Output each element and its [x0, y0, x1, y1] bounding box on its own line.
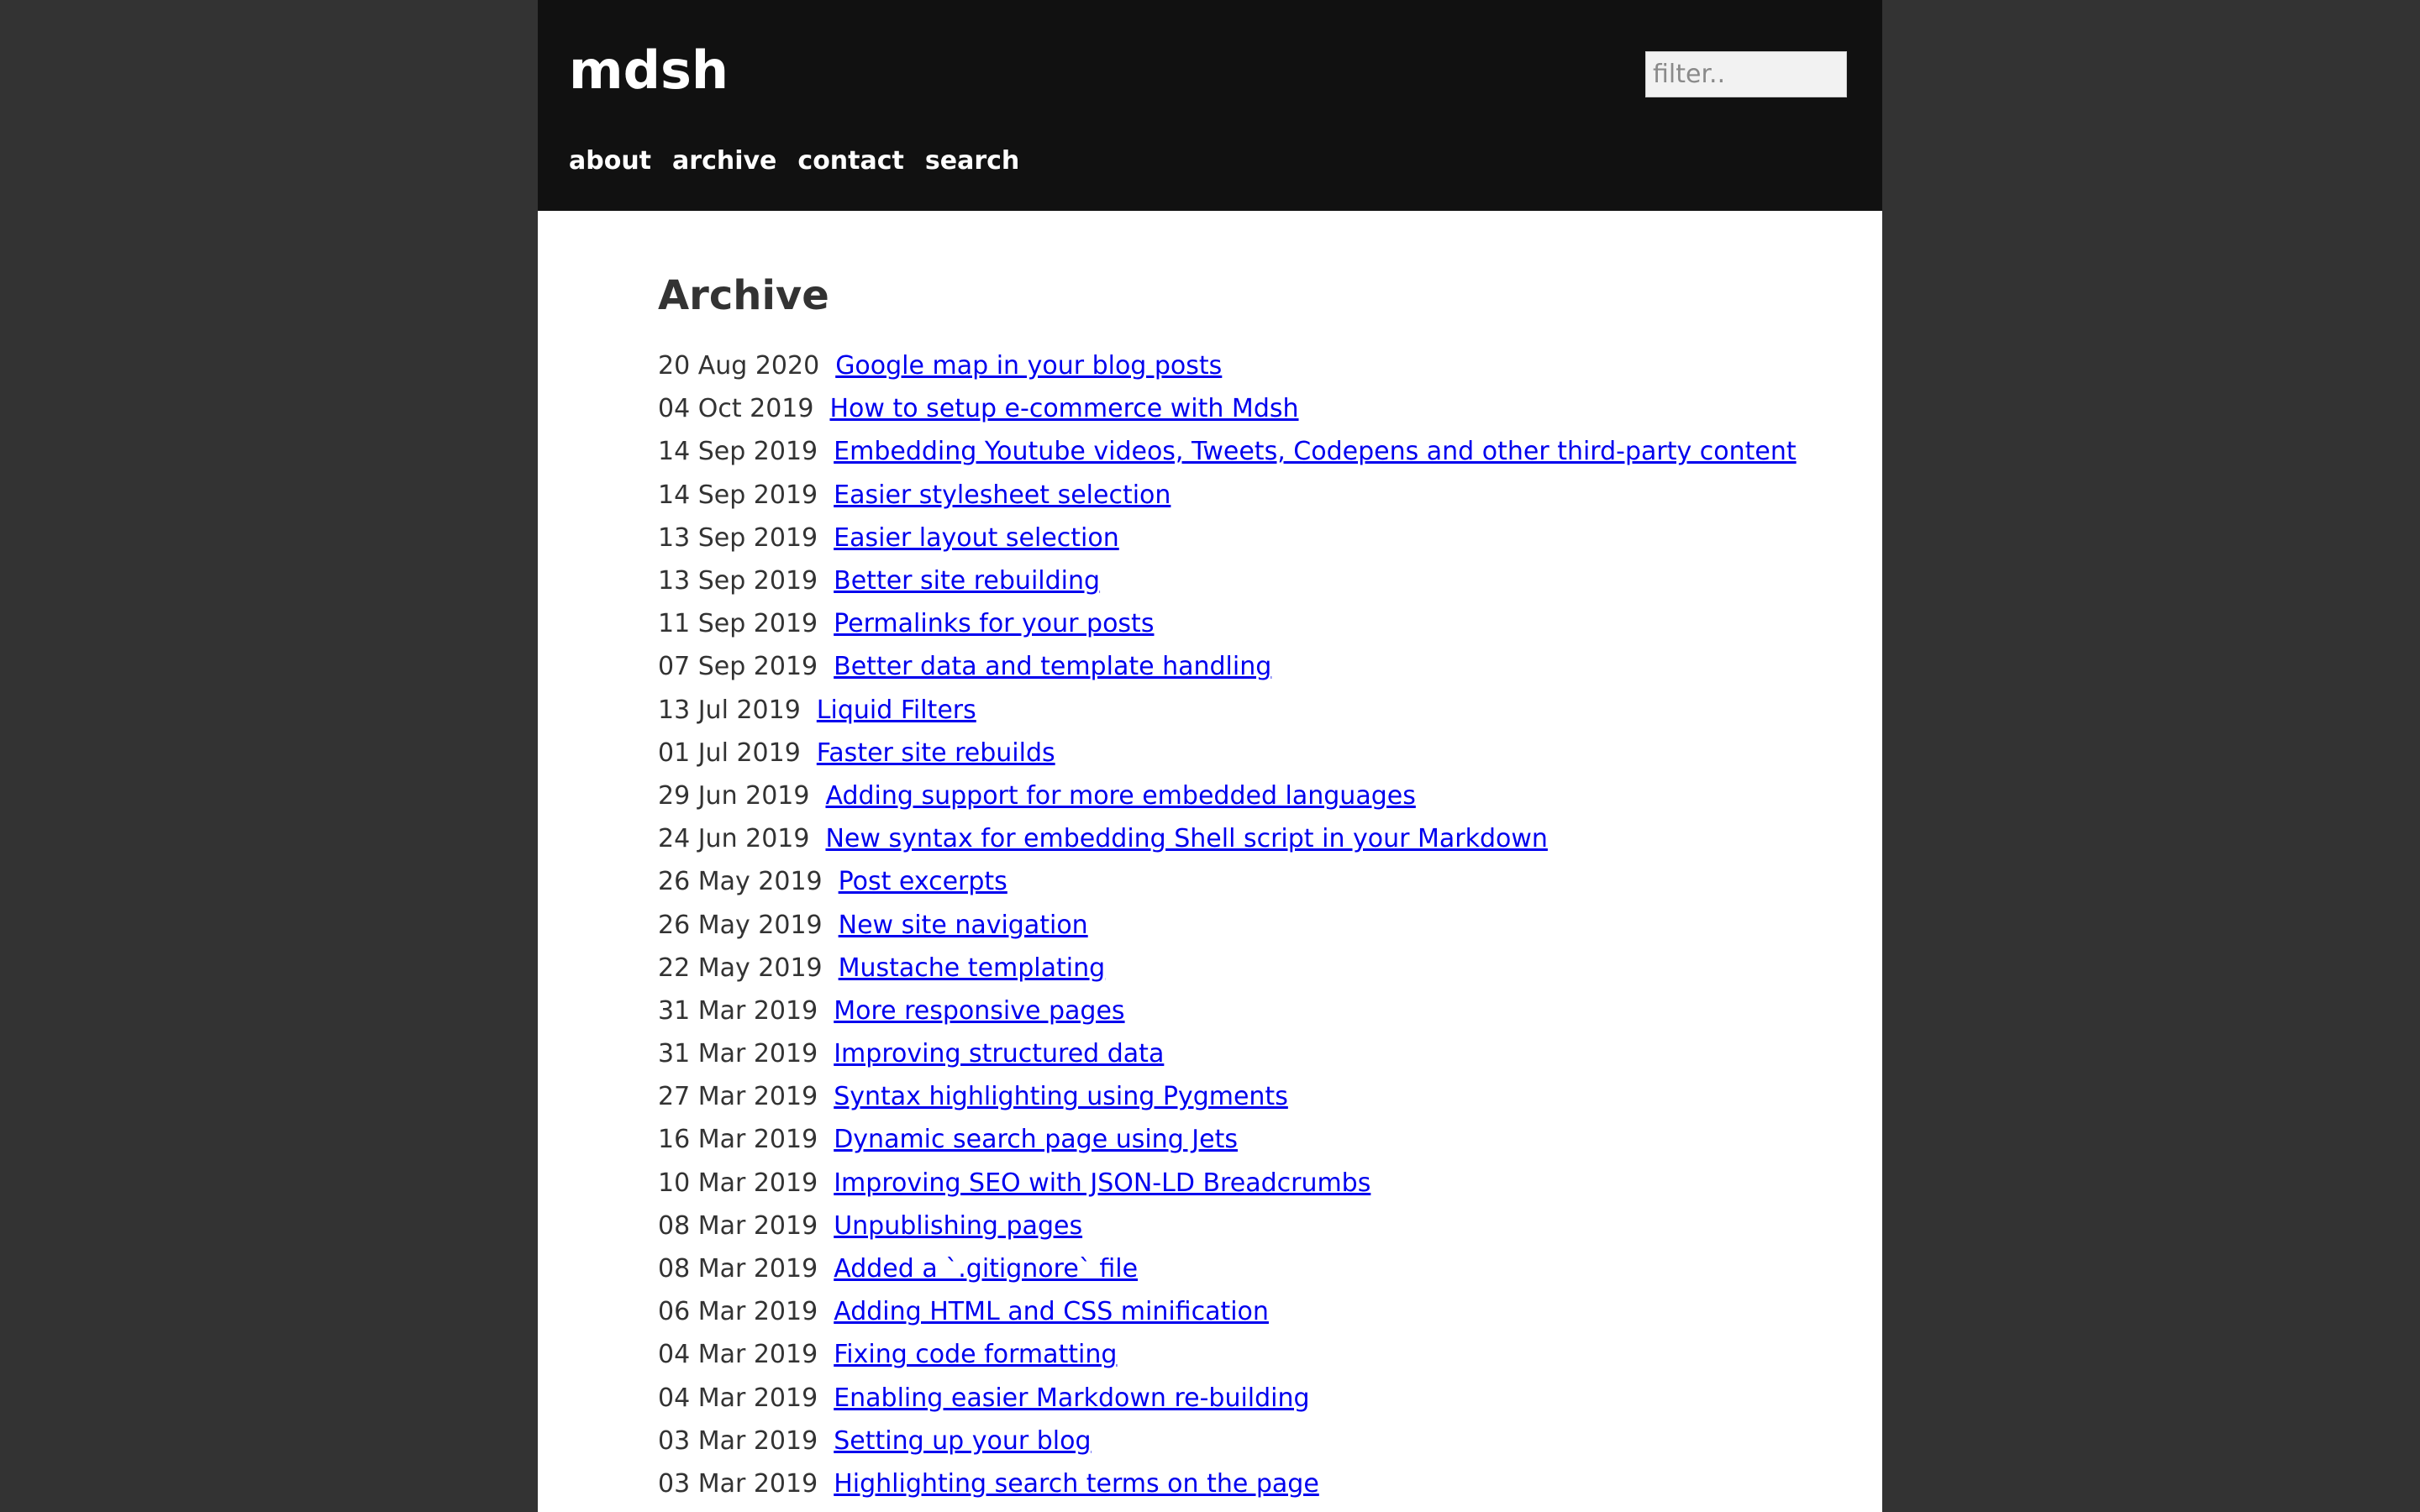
list-item	[658, 689, 1834, 732]
list-item	[658, 817, 1834, 860]
post-date: 27 Mar 2019	[658, 1082, 818, 1112]
post-date: 14 Sep 2019	[658, 437, 818, 467]
post-link[interactable]: Easier layout selection	[834, 522, 1119, 553]
post-list	[658, 344, 1834, 1505]
post-link[interactable]: Dynamic search page using Jets	[834, 1125, 1238, 1155]
post-link[interactable]: Enabling easier Markdown re-building	[834, 1383, 1310, 1413]
post-link[interactable]: Easier stylesheet selection	[834, 480, 1171, 510]
post-date: 16 Mar 2019	[658, 1125, 818, 1155]
post-date: 13 Sep 2019	[658, 522, 818, 553]
post-link[interactable]: Improving SEO with JSON-LD Breadcrumbs	[834, 1168, 1371, 1198]
list-item	[658, 474, 1834, 517]
nav-link-search[interactable]: search	[924, 146, 1020, 176]
site-header	[538, 0, 1882, 211]
post-date: 22 May 2019	[658, 953, 823, 983]
post-link[interactable]: Liquid Filters	[816, 695, 976, 725]
list-item	[658, 602, 1834, 645]
post-date: 04 Mar 2019	[658, 1383, 818, 1413]
list-item	[658, 774, 1834, 817]
list-item	[658, 1118, 1834, 1161]
post-link[interactable]: Permalinks for your posts	[834, 609, 1155, 639]
post-link[interactable]: How to setup e-commerce with Mdsh	[829, 394, 1299, 424]
post-link[interactable]: Embedding Youtube videos, Tweets, Codepens and other third-party content	[834, 437, 1797, 467]
list-item	[658, 947, 1834, 990]
post-date: 08 Mar 2019	[658, 1210, 818, 1241]
list-item	[658, 1032, 1834, 1075]
post-date: 03 Mar 2019	[658, 1468, 818, 1499]
list-item	[658, 344, 1834, 387]
post-link[interactable]: Adding support for more embedded languages	[825, 780, 1416, 811]
post-date: 04 Oct 2019	[658, 394, 814, 424]
main-nav	[569, 143, 1019, 180]
post-date: 14 Sep 2019	[658, 480, 818, 510]
list-item	[658, 903, 1834, 946]
list-item	[658, 645, 1834, 688]
post-date: 07 Sep 2019	[658, 652, 818, 682]
list-item	[658, 990, 1834, 1032]
post-date: 10 Mar 2019	[658, 1168, 818, 1198]
list-item	[658, 387, 1834, 430]
list-item	[658, 1420, 1834, 1462]
post-link[interactable]: Syntax highlighting using Pygments	[834, 1082, 1288, 1112]
list-item	[658, 1462, 1834, 1505]
post-date: 08 Mar 2019	[658, 1254, 818, 1284]
nav-link-archive[interactable]: archive	[672, 146, 777, 176]
post-link[interactable]: New site navigation	[838, 910, 1088, 940]
list-item	[658, 1162, 1834, 1205]
post-date: 29 Jun 2019	[658, 780, 810, 811]
list-item	[658, 430, 1834, 473]
post-date: 06 Mar 2019	[658, 1297, 818, 1327]
post-link[interactable]: Unpublishing pages	[834, 1210, 1083, 1241]
post-date: 13 Jul 2019	[658, 695, 801, 725]
list-item	[658, 860, 1834, 903]
nav-link-about[interactable]: about	[569, 146, 652, 176]
list-item	[658, 1075, 1834, 1118]
list-item	[658, 1333, 1834, 1376]
list-item	[658, 732, 1834, 774]
post-link[interactable]: Adding HTML and CSS minification	[834, 1297, 1269, 1327]
site-title-link[interactable]: mdsh	[569, 39, 729, 101]
post-date: 11 Sep 2019	[658, 609, 818, 639]
post-link[interactable]: New syntax for embedding Shell script in your Markdown	[825, 824, 1548, 854]
post-link[interactable]: Highlighting search terms on the page	[834, 1468, 1319, 1499]
post-date: 13 Sep 2019	[658, 566, 818, 596]
list-item	[658, 1205, 1834, 1247]
post-date: 01 Jul 2019	[658, 738, 801, 768]
post-date: 20 Aug 2020	[658, 351, 820, 381]
list-item	[658, 517, 1834, 559]
nav-link-contact[interactable]: contact	[797, 146, 904, 176]
list-item	[658, 1377, 1834, 1420]
main-content	[658, 211, 1834, 1505]
page-container	[538, 0, 1882, 1512]
post-date: 31 Mar 2019	[658, 995, 818, 1026]
post-link[interactable]: Better data and template handling	[834, 652, 1272, 682]
post-link[interactable]: Google map in your blog posts	[835, 351, 1223, 381]
post-date: 04 Mar 2019	[658, 1340, 818, 1370]
post-link[interactable]: Faster site rebuilds	[816, 738, 1055, 768]
post-link[interactable]: Post excerpts	[838, 867, 1007, 897]
post-link[interactable]: Setting up your blog	[834, 1425, 1092, 1456]
post-link[interactable]: More responsive pages	[834, 995, 1125, 1026]
post-date: 03 Mar 2019	[658, 1425, 818, 1456]
list-item	[658, 1290, 1834, 1333]
post-date: 24 Jun 2019	[658, 824, 810, 854]
post-link[interactable]: Improving structured data	[834, 1039, 1165, 1069]
post-date: 31 Mar 2019	[658, 1039, 818, 1069]
post-link[interactable]: Added a `.gitignore` file	[834, 1254, 1139, 1284]
post-link[interactable]: Mustache templating	[838, 953, 1106, 983]
list-item	[658, 559, 1834, 602]
post-date: 26 May 2019	[658, 867, 823, 897]
post-link[interactable]: Fixing code formatting	[834, 1340, 1118, 1370]
filter-input[interactable]	[1645, 51, 1847, 97]
page-title: Archive	[658, 272, 829, 319]
list-item	[658, 1247, 1834, 1290]
post-date: 26 May 2019	[658, 910, 823, 940]
post-link[interactable]: Better site rebuilding	[834, 566, 1101, 596]
